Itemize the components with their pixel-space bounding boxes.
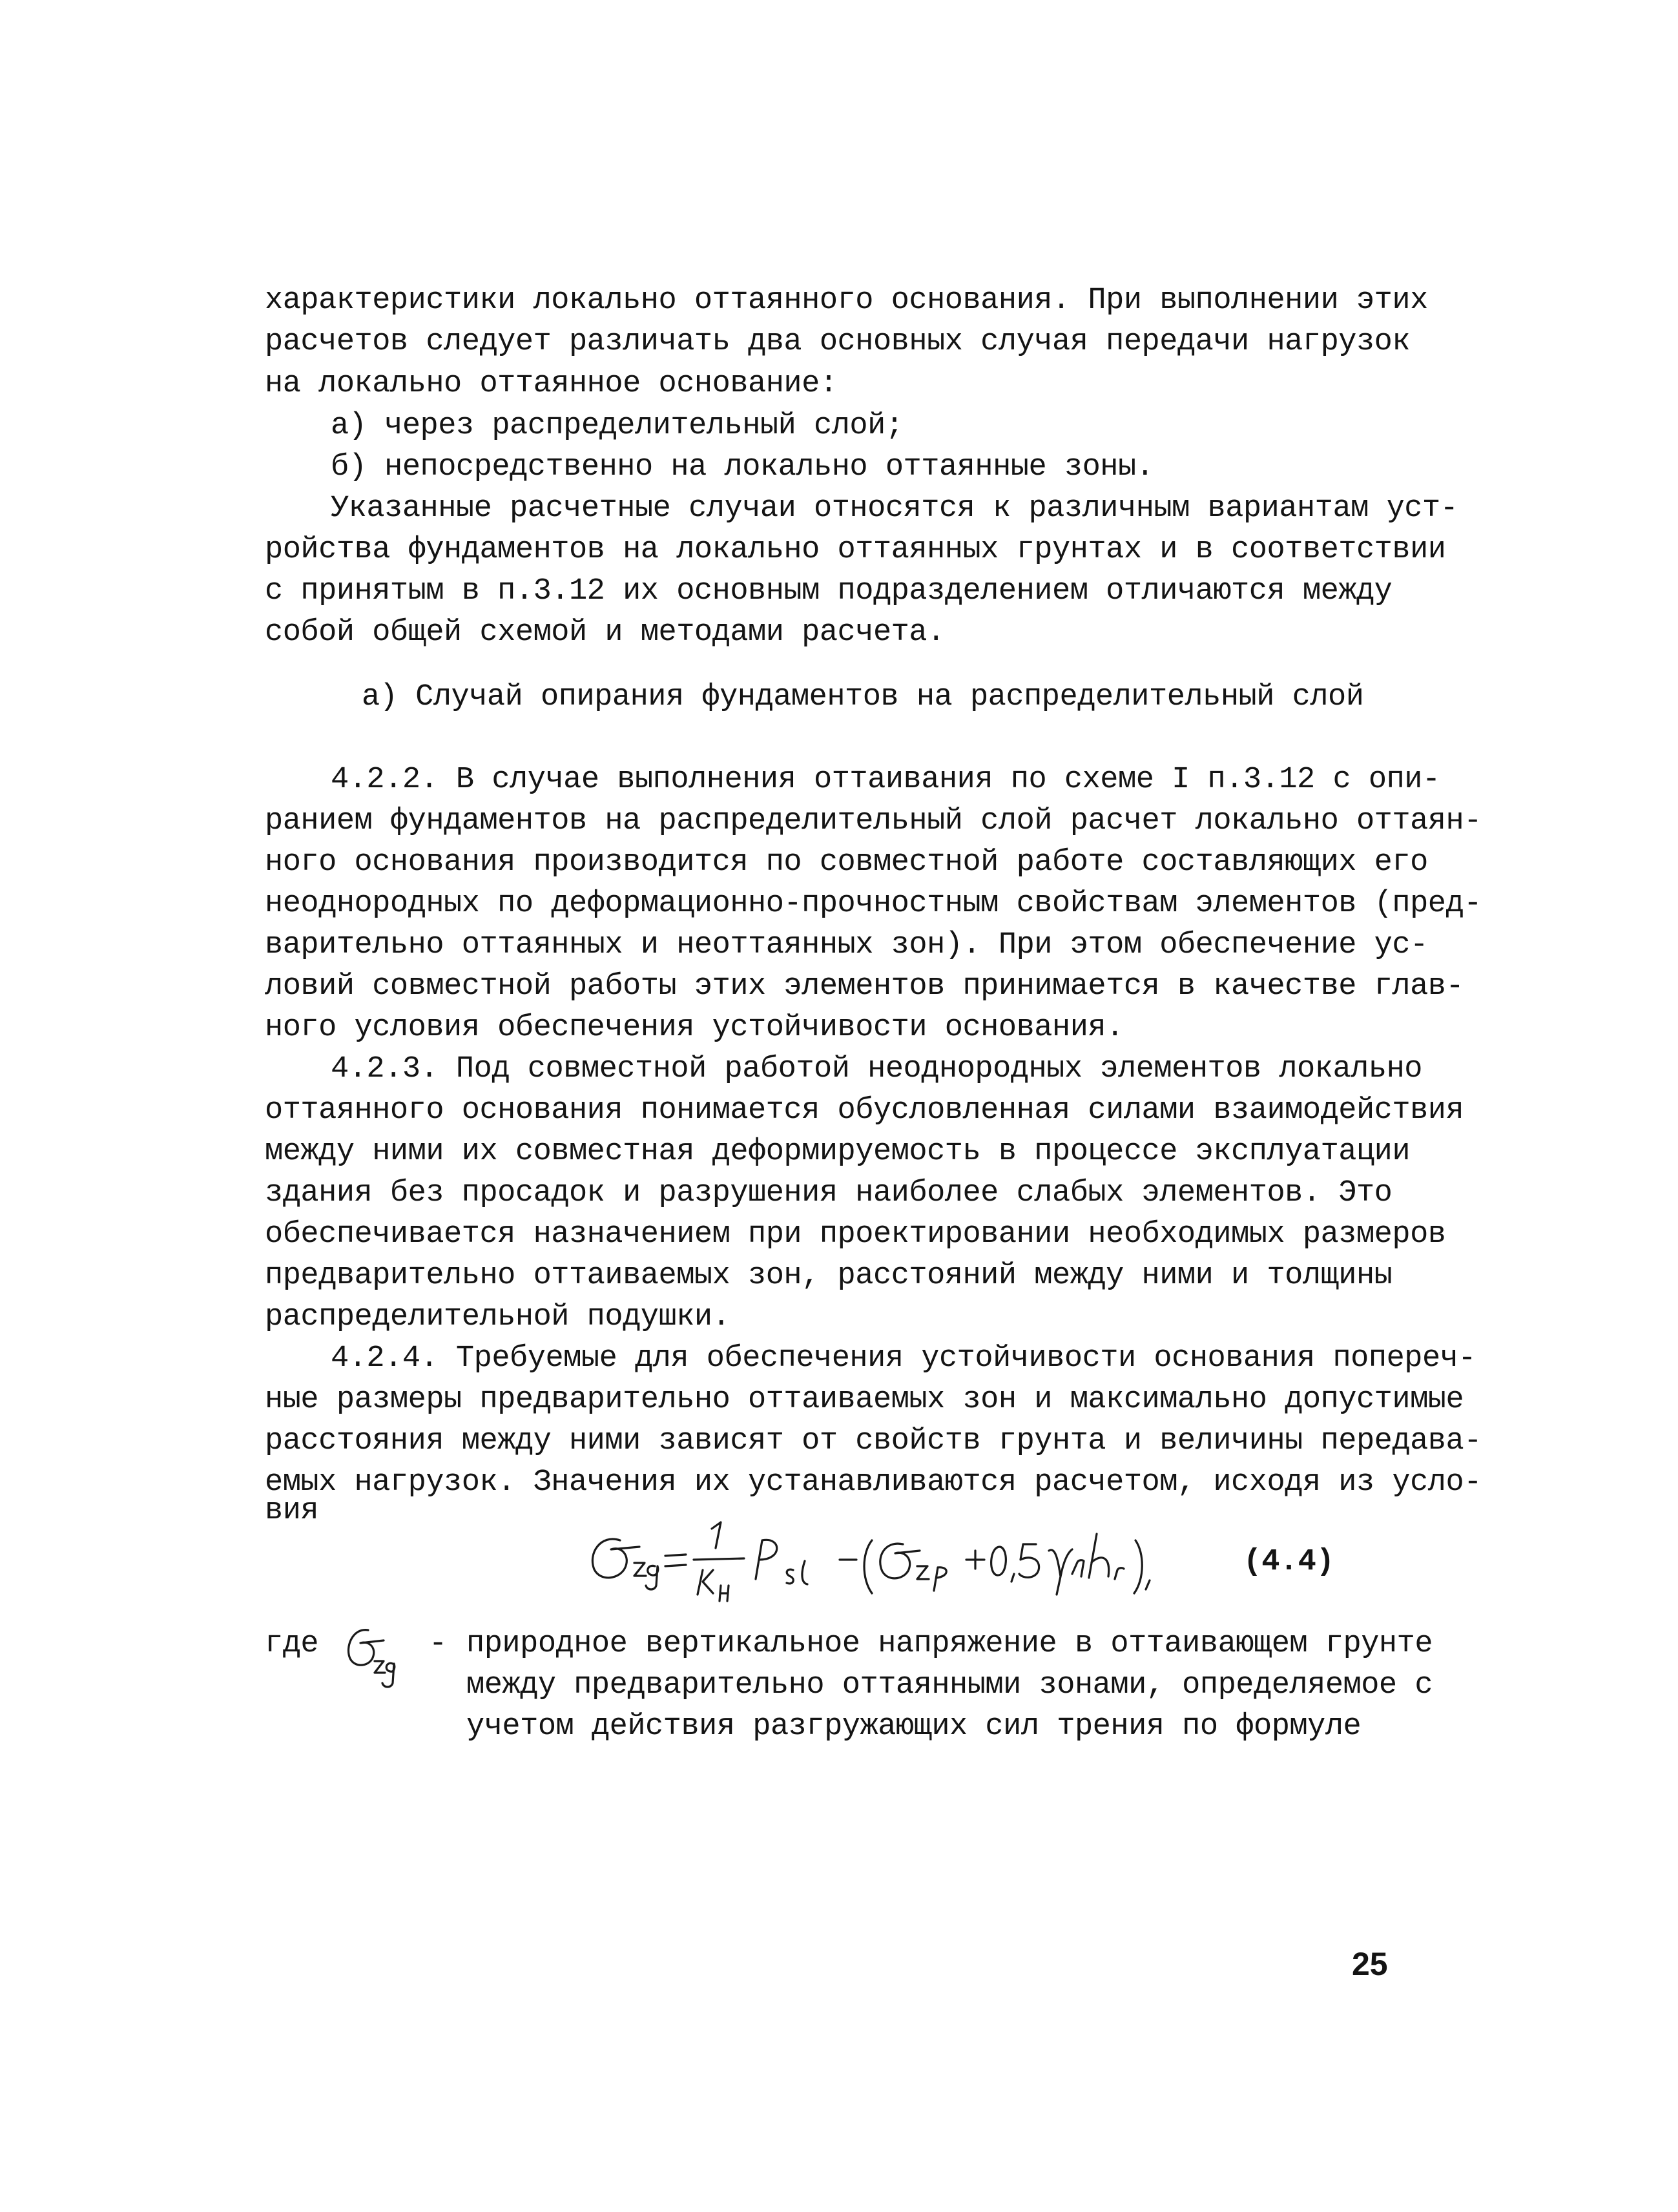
where-word: где xyxy=(265,1627,319,1661)
text-line: ного основания производится по совместной работе составляющих его xyxy=(265,845,1428,880)
text-line: ного условия обеспечения устойчивости основания. xyxy=(265,1011,1124,1045)
definition-line: между предварительно оттаянными зонами, определяемое с xyxy=(466,1668,1433,1702)
text-line: обеспечивается назначением при проектировании необходимых размеров xyxy=(265,1217,1446,1252)
list-item: а) через распределительный слой; xyxy=(331,409,904,443)
text-line: оттаянного основания понимается обусловленная силами взаимодействия xyxy=(265,1093,1464,1128)
definition-line: природное вертикальное напряжение в оттаивающем грунте xyxy=(466,1627,1433,1661)
text-line: распределительной подушки. xyxy=(265,1300,730,1334)
text-line: характеристики локально оттаянного основания. При выполнении этих xyxy=(265,284,1428,318)
text-line: предварительно оттаиваемых зон, расстояний между ними и толщины xyxy=(265,1259,1393,1293)
text-line: ройства фундаментов на локально оттаянных грунтах и в соответствии xyxy=(265,533,1446,567)
text-line: ные размеры предварительно оттаиваемых зон и максимально допустимые xyxy=(265,1383,1464,1417)
text-line: 4.2.4. Требуемые для обеспечения устойчивости основания попереч- xyxy=(331,1341,1476,1376)
text-line: расстояния между ними зависят от свойств грунта и величины передава- xyxy=(265,1424,1482,1458)
text-line: собой общей схемой и методами расчета. xyxy=(265,615,945,650)
text-line: ранием фундаментов на распределительный слой расчет локально оттаян- xyxy=(265,804,1482,838)
text-line: 4.2.3. Под совместной работой неоднородных элементов локально xyxy=(331,1052,1422,1086)
section-heading: а) Случай опирания фундаментов на распределительный слой xyxy=(362,680,1364,714)
text-line: расчетов следует различать два основных случая передачи нагрузок xyxy=(265,325,1411,359)
list-item: б) непосредственно на локально оттаянные зоны. xyxy=(331,450,1154,484)
dash: - xyxy=(429,1627,447,1661)
formula-number: (4.4) xyxy=(1243,1545,1335,1579)
text-line: между ними их совместная деформируемость в процессе эксплуатации xyxy=(265,1135,1411,1169)
definition-line: учетом действия разгружающих сил трения по формуле xyxy=(466,1710,1362,1744)
text-line: здания без просадок и разрушения наиболее слабых элементов. Это xyxy=(265,1176,1393,1210)
text-line: емых нагрузок. Значения их устанавливаются расчетом, исходя из усло- xyxy=(265,1465,1482,1500)
text-line: на локально оттаянное основание: xyxy=(265,367,838,401)
text-line: Указанные расчетные случаи относятся к различным вариантам уст- xyxy=(331,491,1458,526)
text-line: неоднородных по деформационно-прочностным свойствам элементов (пред- xyxy=(265,887,1482,921)
text-line: с принятым в п.3.12 их основным подразделением отличаются между xyxy=(265,574,1393,608)
page-number: 25 xyxy=(1352,1946,1388,1982)
text-line: варительно оттаянных и неоттаянных зон). При этом обеспечение ус- xyxy=(265,928,1428,962)
text-line: вия xyxy=(265,1494,319,1528)
handwritten-formula xyxy=(575,1514,1221,1611)
handwritten-sigma-symbol xyxy=(341,1621,399,1692)
text-line: 4.2.2. В случае выполнения оттаивания по схеме I п.3.12 с опи- xyxy=(331,763,1440,797)
text-line: ловий совместной работы этих элементов принимается в качестве глав- xyxy=(265,969,1464,1004)
